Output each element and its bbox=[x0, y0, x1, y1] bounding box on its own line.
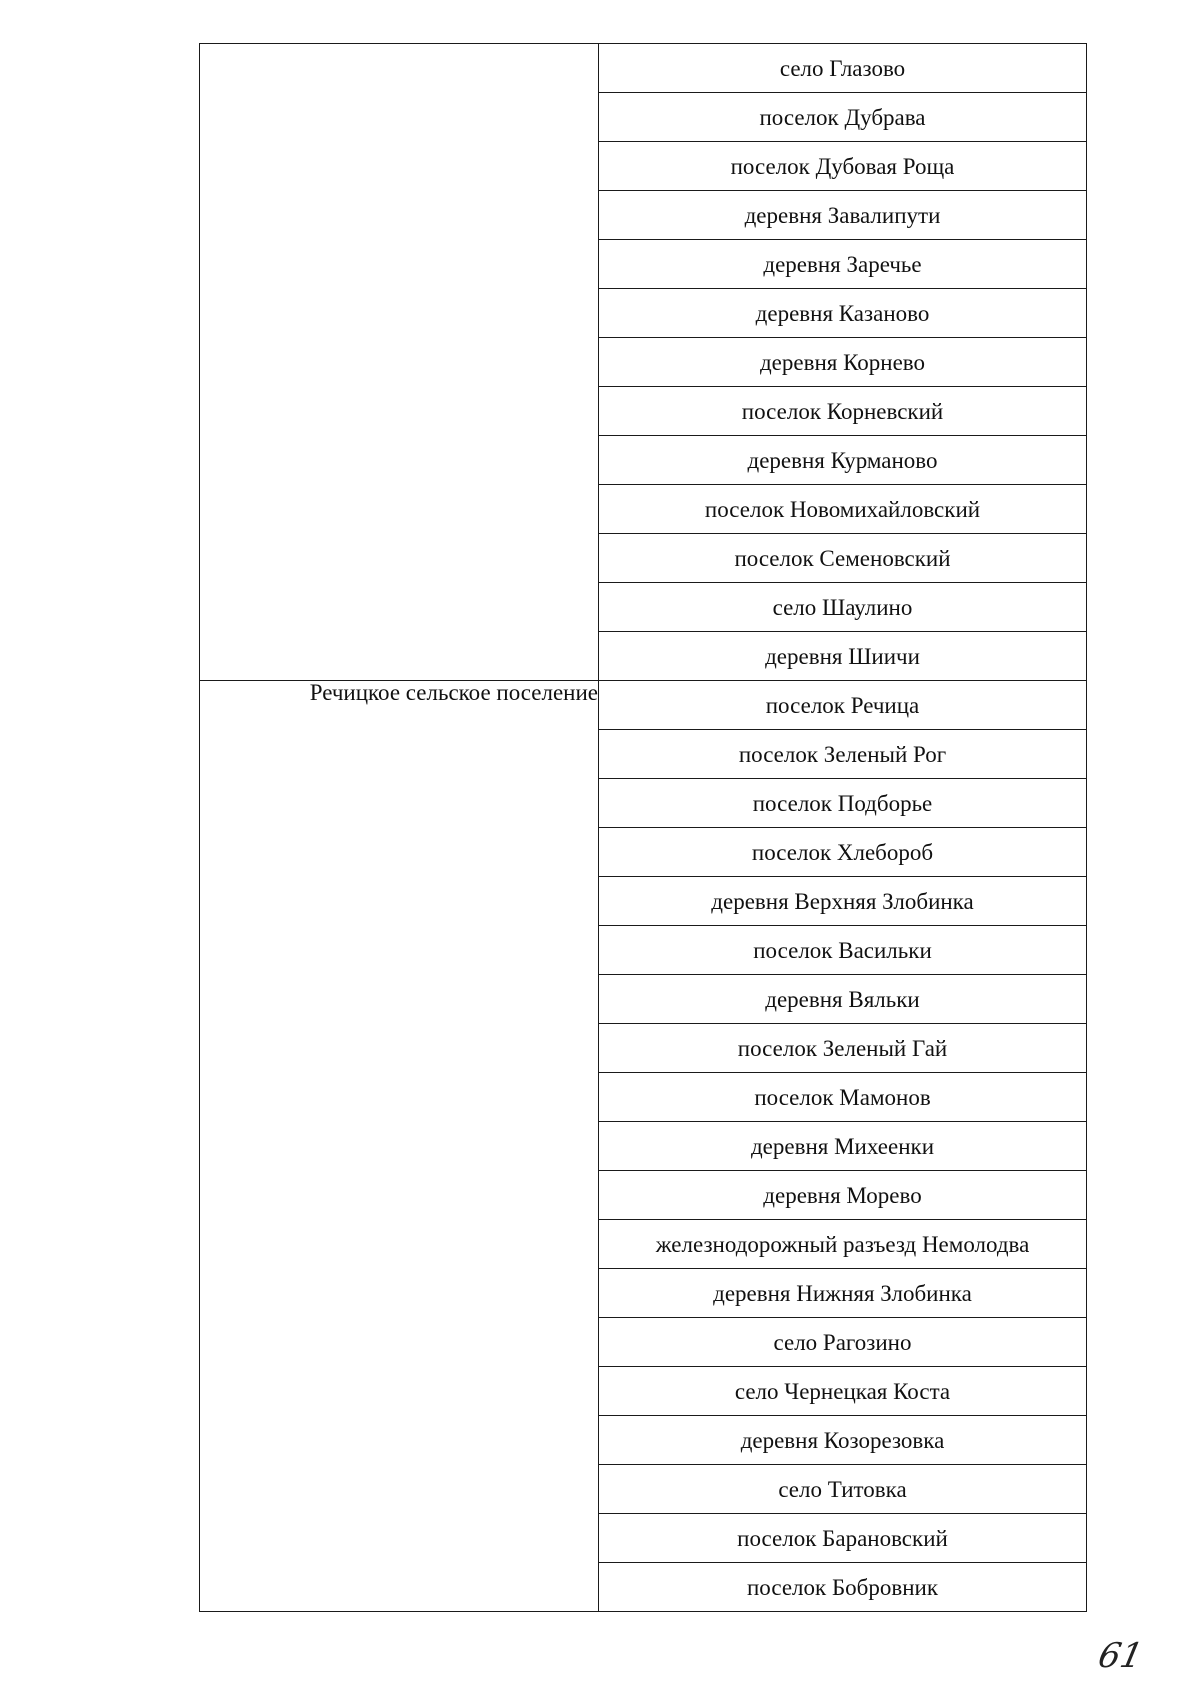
settlement-name: деревня Заречье bbox=[599, 240, 1087, 289]
settlement-name: село Рагозино bbox=[599, 1318, 1087, 1367]
settlement-name: поселок Дубрава bbox=[599, 93, 1087, 142]
settlement-name: железнодорожный разъезд Немолодва bbox=[599, 1220, 1087, 1269]
settlement-name: поселок Зеленый Гай bbox=[599, 1024, 1087, 1073]
settlement-name: село Чернецкая Коста bbox=[599, 1367, 1087, 1416]
settlement-group-name: Речицкое сельское поселение bbox=[200, 681, 599, 1612]
page-number: 61 bbox=[1094, 1636, 1147, 1676]
settlement-name: деревня Корнево bbox=[599, 338, 1087, 387]
settlement-name: поселок Мамонов bbox=[599, 1073, 1087, 1122]
settlement-name: поселок Новомихайловский bbox=[599, 485, 1087, 534]
settlement-name: поселок Зеленый Рог bbox=[599, 730, 1087, 779]
settlement-name: поселок Речица bbox=[599, 681, 1087, 730]
settlement-name: поселок Бобровник bbox=[599, 1563, 1087, 1612]
table-row bbox=[200, 44, 1087, 93]
table-row bbox=[200, 681, 1087, 730]
settlement-name: деревня Завалипути bbox=[599, 191, 1087, 240]
settlement-name: деревня Казаново bbox=[599, 289, 1087, 338]
settlement-name: село Титовка bbox=[599, 1465, 1087, 1514]
settlement-name: деревня Курманово bbox=[599, 436, 1087, 485]
settlement-name: деревня Морево bbox=[599, 1171, 1087, 1220]
settlements-table-body bbox=[200, 44, 1087, 1612]
settlement-name: поселок Барановский bbox=[599, 1514, 1087, 1563]
settlement-name: поселок Дубовая Роща bbox=[599, 142, 1087, 191]
settlement-name: деревня Михеенки bbox=[599, 1122, 1087, 1171]
settlement-name: поселок Подборье bbox=[599, 779, 1087, 828]
settlement-name: поселок Васильки bbox=[599, 926, 1087, 975]
settlement-name: поселок Корневский bbox=[599, 387, 1087, 436]
settlements-table bbox=[199, 43, 1087, 1612]
settlement-name: деревня Вяльки bbox=[599, 975, 1087, 1024]
settlement-name: село Глазово bbox=[599, 44, 1087, 93]
settlement-name: поселок Хлебороб bbox=[599, 828, 1087, 877]
settlement-name: деревня Козорезовка bbox=[599, 1416, 1087, 1465]
settlement-name: поселок Семеновский bbox=[599, 534, 1087, 583]
settlement-name: село Шаулино bbox=[599, 583, 1087, 632]
settlement-name: деревня Нижняя Злобинка bbox=[599, 1269, 1087, 1318]
settlement-group-name bbox=[200, 44, 599, 681]
settlement-name: деревня Верхняя Злобинка bbox=[599, 877, 1087, 926]
settlement-name: деревня Шиичи bbox=[599, 632, 1087, 681]
